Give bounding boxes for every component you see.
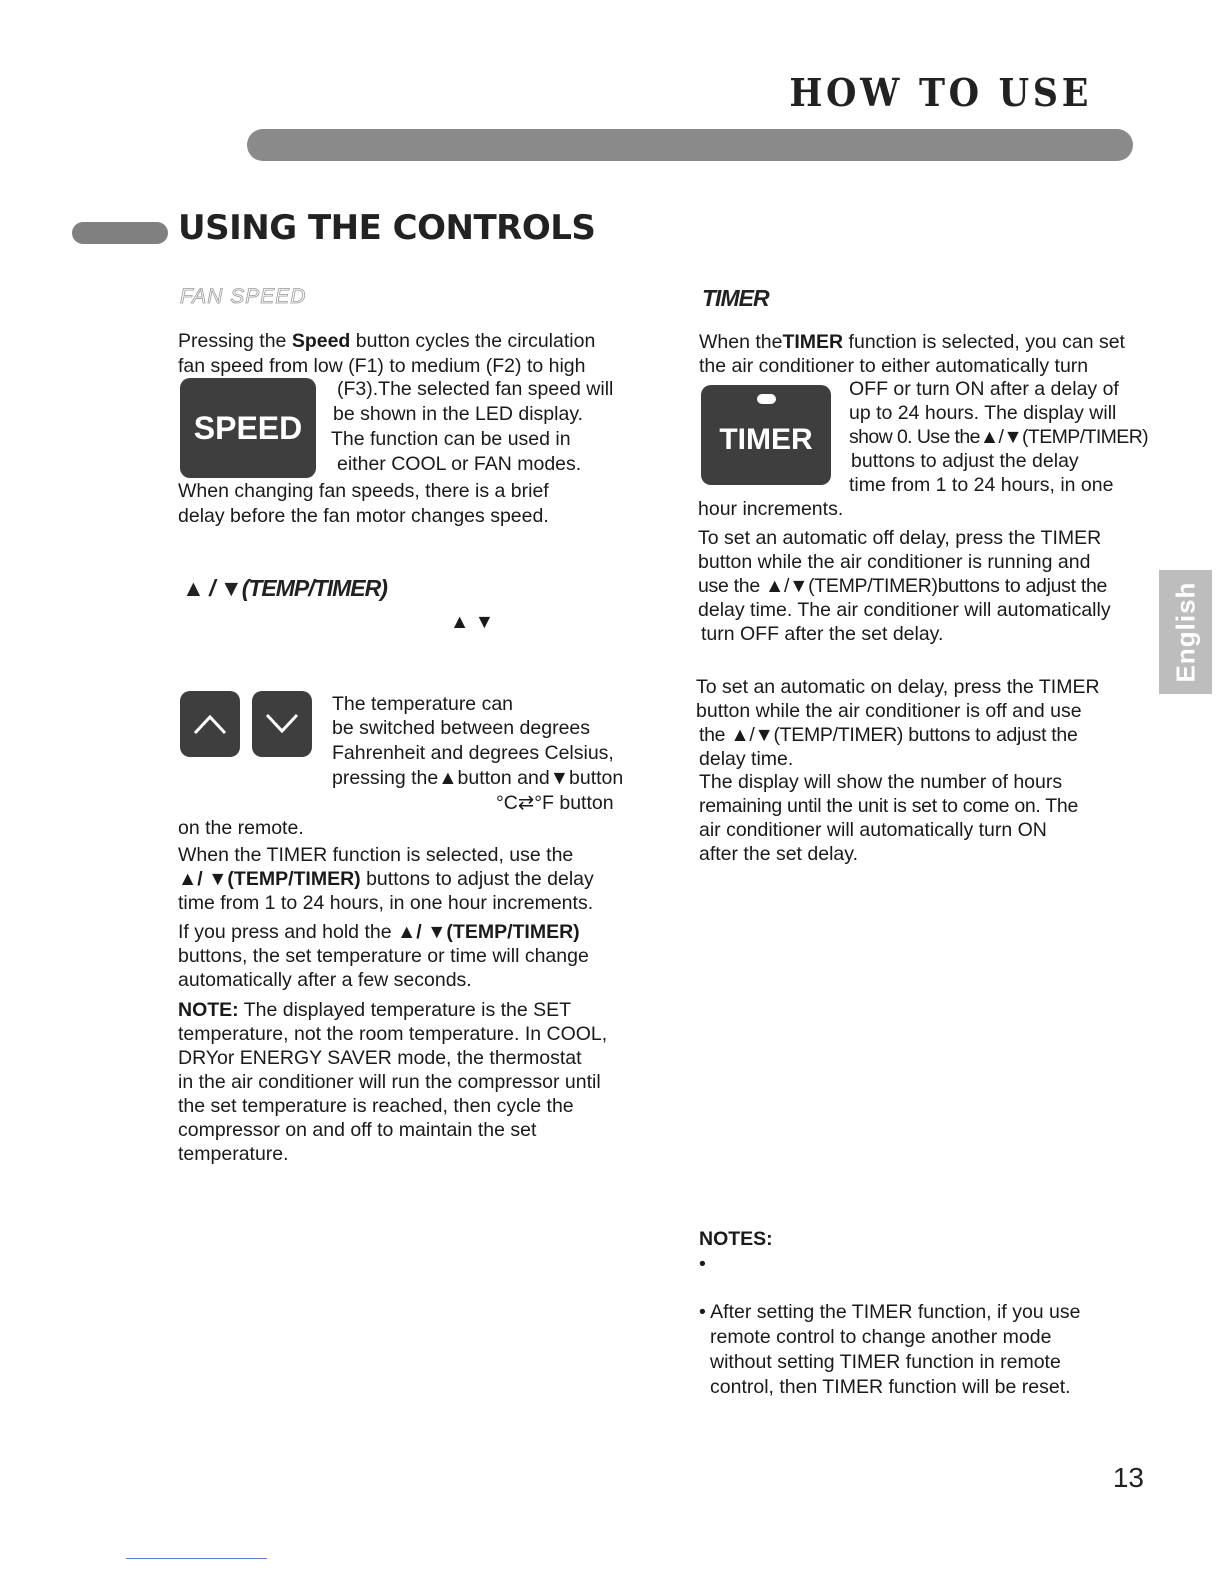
timer-line-7: time from 1 to 24 hours, in one [849, 474, 1114, 496]
temp-timer-p2-line-2: ▲/ ▼(TEMP/TIMER) buttons to adjust the delay [178, 868, 594, 890]
temp-timer-p3-line-3: automatically after a few seconds. [178, 969, 472, 991]
timer-on-line-8: after the set delay. [699, 843, 858, 865]
section-marker [72, 222, 168, 244]
temp-timer-p2-line-3: time from 1 to 24 hours, in one hour increments. [178, 892, 594, 914]
notes-heading: NOTES: [699, 1228, 773, 1250]
timer-off-line-1: To set an automatic off delay, press the TIMER [698, 527, 1102, 549]
timer-line-6: buttons to adjust the delay [851, 450, 1079, 472]
timer-off-line-2: button while the air conditioner is running and [698, 551, 1091, 573]
fan-speed-line-6: either COOL or FAN modes. [337, 453, 582, 475]
chevron-down-icon [264, 712, 300, 736]
notes-item-line-3: without setting TIMER function in remote [710, 1351, 1061, 1373]
footer-link-underline [126, 1558, 267, 1559]
down-button-image [252, 691, 312, 757]
notes-item-line-2: remote control to change another mode [710, 1326, 1052, 1348]
chevron-up-icon [192, 712, 228, 736]
notes-item-line-1: • After setting the TIMER function, if you use [699, 1301, 1081, 1323]
timer-on-line-3: the ▲/▼(TEMP/TIMER) buttons to adjust the [699, 724, 1078, 746]
fan-speed-line-7: When changing fan speeds, there is a brief [178, 480, 549, 502]
temp-timer-heading: ▲ / ▼(TEMP/TIMER) [182, 575, 387, 601]
timer-line-2: the air conditioner to either automatically turn [699, 355, 1089, 377]
fan-speed-line-8: delay before the fan motor changes speed. [178, 505, 549, 527]
page-number: 13 [1112, 1462, 1144, 1493]
timer-off-line-5: turn OFF after the set delay. [701, 623, 944, 645]
fan-speed-heading: FAN SPEED [180, 285, 307, 308]
temp-timer-p3-line-1: If you press and hold the ▲/ ▼(TEMP/TIMER) [178, 921, 580, 943]
temp-timer-p3-line-2: buttons, the set temperature or time will change [178, 945, 589, 967]
temp-timer-arrows: ▲ ▼ [450, 611, 495, 633]
temp-timer-line-6: on the remote. [178, 817, 304, 839]
timer-line-5: show 0. Use the▲/▼(TEMP/TIMER) [849, 426, 1149, 448]
notes-item-line-4: control, then TIMER function will be reset. [710, 1376, 1071, 1398]
timer-button-image [701, 385, 831, 485]
timer-heading: TIMER [702, 285, 769, 311]
fan-speed-line-3: (F3).The selected fan speed will [337, 378, 614, 400]
speed-button-label: SPEED [193, 409, 303, 446]
timer-line-1: When theTIMER function is selected, you can set [699, 331, 1125, 353]
header-bar [247, 129, 1133, 161]
temp-timer-p2-line-1: When the TIMER function is selected, use the [178, 844, 574, 866]
temp-timer-line-3: Fahrenheit and degrees Celsius, [332, 742, 614, 764]
note-line-4: in the air conditioner will run the compressor until [178, 1071, 601, 1093]
note-line-1: NOTE: The displayed temperature is the SET [178, 999, 572, 1021]
speed-button-image [180, 378, 316, 478]
timer-off-line-3: use the ▲/▼(TEMP/TIMER)buttons to adjust the [698, 575, 1108, 597]
page-header-title: HOW TO USE [789, 70, 1092, 115]
timer-on-line-2: button while the air conditioner is off and use [696, 700, 1082, 722]
fan-speed-line-2: fan speed from low (F1) to medium (F2) to high [178, 355, 586, 377]
language-tab-label: English [1170, 581, 1200, 683]
timer-on-line-5: The display will show the number of hours [699, 771, 1063, 793]
temp-timer-line-4: pressing the▲button and▼button [332, 767, 624, 789]
timer-line-3: OFF or turn ON after a delay of [849, 378, 1119, 400]
fan-speed-line-1: Pressing the Speed button cycles the circulation [178, 330, 596, 352]
up-button-image [180, 691, 240, 757]
timer-line-4: up to 24 hours. The display will [849, 402, 1117, 424]
note-label: NOTE: [178, 999, 239, 1021]
fan-speed-line-4: be shown in the LED display. [333, 403, 584, 425]
fan-speed-line-5: The function can be used in [331, 428, 571, 450]
temp-timer-line-2: be switched between degrees [332, 717, 591, 739]
section-title: USING THE CONTROLS [178, 208, 596, 248]
timer-line-8: hour increments. [698, 498, 844, 520]
timer-button-label: TIMER [719, 423, 813, 456]
note-line-7: temperature. [178, 1143, 289, 1165]
timer-on-line-6: remaining until the unit is set to come on. The [699, 795, 1079, 817]
language-tab [1159, 570, 1212, 694]
note-line-3: DRYor ENERGY SAVER mode, the thermostat [178, 1047, 582, 1069]
note-line-5: the set temperature is reached, then cycle the [178, 1095, 574, 1117]
timer-on-line-4: delay time. [699, 748, 794, 770]
note-line-2: temperature, not the room temperature. In COOL, [178, 1023, 608, 1045]
notes-empty-bullet: • [699, 1253, 706, 1275]
timer-indicator-icon [757, 394, 776, 404]
note-line-6: compressor on and off to maintain the set [178, 1119, 537, 1141]
temp-timer-line-5: °C⇄°F button [496, 792, 614, 814]
timer-on-line-1: To set an automatic on delay, press the TIMER [696, 676, 1100, 698]
temp-timer-line-1: The temperature can [332, 693, 514, 715]
timer-off-line-4: delay time. The air conditioner will automatically [698, 599, 1111, 621]
timer-on-line-7: air conditioner will automatically turn ON [699, 819, 1047, 841]
